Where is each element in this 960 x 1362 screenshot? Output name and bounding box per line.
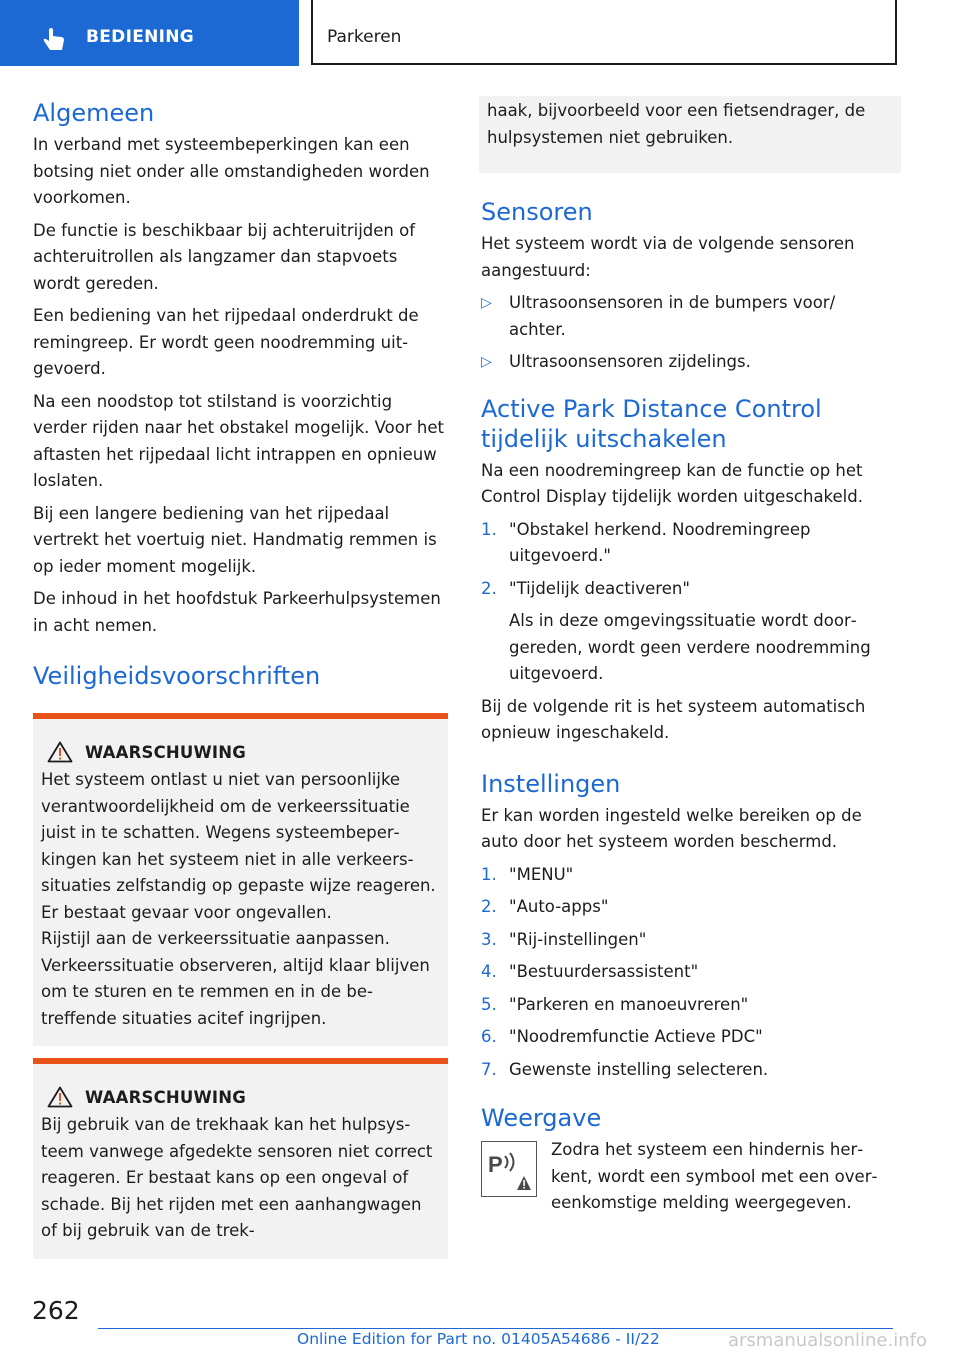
list-item [481, 1024, 896, 1051]
right-column [481, 96, 896, 1223]
settings-steps [481, 862, 896, 1084]
paragraph: Bij een langere bediening van het rijpedaal vertrekt het voertuig niet. Handmatig remmen is op ieder moment mogelijk. [33, 503, 437, 576]
list-item-text: Ultrasoonsensoren in de bumpers voor/ achter. [509, 293, 836, 339]
warning-triangle-icon [47, 741, 73, 763]
list-item-text: Ultrasoonsensoren zijdelings. [509, 352, 751, 371]
list-item-text: "Auto-apps" [509, 897, 609, 916]
heading-display: Weergave [481, 1104, 602, 1132]
deactivate-steps [481, 517, 896, 603]
step-number: 2. [481, 578, 497, 598]
warning-header [41, 1086, 436, 1108]
list-item-text: "Rij-instellingen" [509, 929, 647, 949]
step-number: 7. [481, 1059, 497, 1079]
paragraph: Na een noodremingreep kan de functie op het Control Display tijdelijk worden uitgeschakeld. [481, 460, 863, 506]
display-row [481, 1137, 896, 1223]
watermark: arsmanualsonline.info [728, 1330, 927, 1351]
heading-safety: Veiligheidsvoorschriften [33, 662, 321, 690]
step-number: 3. [481, 929, 497, 949]
list-item [481, 349, 896, 376]
svg-text:P: P [488, 1152, 503, 1177]
section-label: Parkeren [327, 27, 402, 47]
list-item [481, 1057, 896, 1084]
hand-touch-icon [40, 26, 68, 54]
list-item-text: Gewenste instelling selecteren. [509, 1059, 769, 1079]
warning-title: WAARSCHUWING [85, 1087, 246, 1107]
chapter-label: BEDIENING [86, 27, 195, 47]
warning-box [33, 713, 448, 1046]
list-item [481, 959, 896, 986]
list-item [481, 862, 896, 889]
list-item-text: "Tijdelijk deactiveren" [509, 578, 690, 598]
footer-divider [98, 1328, 893, 1329]
heading-general: Algemeen [33, 99, 155, 127]
list-item-text: "Obstakel herkend. Noodremingreep uitgevoerd." [509, 519, 811, 565]
sensor-list [481, 290, 896, 376]
step-number: 5. [481, 994, 497, 1014]
parking-sensor-warning-icon [481, 1141, 537, 1197]
paragraph: De inhoud in het hoofdstuk Parkeerhulpsystemen in acht nemen. [33, 589, 441, 635]
warning-box [33, 1058, 448, 1259]
warning-triangle-icon [47, 1086, 73, 1108]
bullet-marker: ▷ [481, 295, 492, 311]
heading-sensors: Sensoren [481, 198, 593, 226]
step-number: 1. [481, 864, 497, 884]
warning-title: WAARSCHUWING [85, 742, 246, 762]
paragraph: Bij de volgende rit is het systeem automatisch opnieuw ingeschakeld. [481, 696, 866, 742]
list-item-text: "Parkeren en manoeuvreren" [509, 994, 749, 1014]
footer-edition: Online Edition for Part no. 01405A54686 - II/22 [297, 1330, 660, 1348]
paragraph: Het systeem wordt via de volgende sensoren aangestuurd: [481, 234, 855, 280]
paragraph: Er kan worden ingesteld welke bereiken op de auto door het systeem worden beschermd. [481, 805, 862, 851]
warning-header [41, 741, 436, 763]
warning-text: Het systeem ontlast u niet van persoonlijke verantwoordelijkheid om de verkeerssituatie juist in te schatten. Wegens systeembeperkingen kan het systeem niet in alle verkeerssituaties zelfstandig op gepaste wijze reageren. Er bestaat gevaar voor ongevallen. [41, 770, 436, 922]
step-number: 2. [481, 897, 497, 916]
paragraph: In verband met systeembeperkingen kan een botsing niet onder alle omstandigheden worden voorkomen. [33, 135, 430, 207]
heading-deactivate: Active Park Distance Control tijdelijk uitschakelen [481, 394, 822, 453]
list-item-text: "MENU" [509, 864, 574, 884]
step-number: 1. [481, 519, 497, 539]
paragraph: Zodra het systeem een hindernis herkent, wordt een symbool met een overeenkomstige melding weergegeven. [551, 1140, 878, 1212]
paragraph: De functie is beschikbaar bij achteruitrijden of achteruitrollen als langzamer dan stapvoets wordt gereden. [33, 220, 416, 293]
chapter-tab [0, 0, 299, 66]
paragraph: Een bediening van het rijpedaal onderdrukt de remingreep. Er wordt geen noodremming uitgevoerd. [33, 306, 419, 378]
list-item [481, 517, 896, 570]
list-item [481, 927, 896, 954]
step-number: 4. [481, 962, 497, 981]
page-number: 262 [32, 1296, 80, 1325]
left-column [33, 98, 448, 1259]
list-item-text: "Bestuurdersassistent" [509, 962, 699, 981]
step-number: 6. [481, 1027, 497, 1046]
bullet-marker: ▷ [481, 354, 492, 370]
warning-text: Bij gebruik van de trekhaak kan het hulpsysteem vanwege afgedekte sensoren niet correct reageren. Er bestaat kans op een ongeval of schade. Bij het rijden met een aanhangwagen of bij gebruik van de trek- [41, 1115, 433, 1240]
section-header [311, 0, 897, 65]
list-item [481, 894, 896, 921]
step-note: Als in deze omgevingssituatie wordt doorgereden, wordt geen verdere noodremming uitgevoerd. [509, 611, 871, 683]
list-item [481, 992, 896, 1019]
heading-settings: Instellingen [481, 769, 621, 798]
paragraph: Na een noodstop tot stilstand is voorzichtig verder rijden naar het obstakel mogelijk. Voor het aftasten het rijpedaal licht intrappen en opnieuw loslaten. [33, 391, 444, 490]
warning-text: Rijstijl aan de verkeerssituatie aanpassen. Verkeerssituatie observeren, altijd klaar blijven om te sturen en te remmen en in de betreffende situaties acitef ingrijpen. [41, 929, 430, 1028]
warning-text: haak, bijvoorbeeld voor een fietsendrager, de hulpsystemen niet gebruiken. [487, 101, 866, 147]
list-item-text: "Noodremfunctie Actieve PDC" [509, 1027, 763, 1046]
warning-continuation-box [479, 96, 901, 173]
list-item [481, 576, 896, 603]
list-item [481, 290, 896, 343]
